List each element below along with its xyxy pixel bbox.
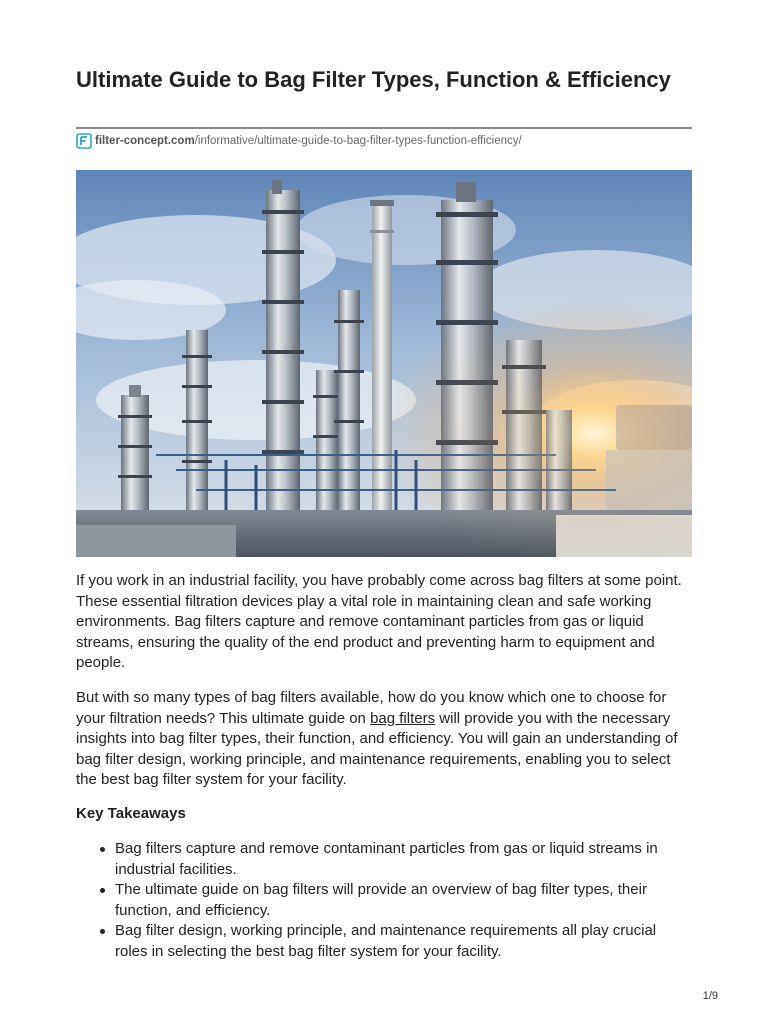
source-domain: filter-concept.com (95, 135, 195, 147)
second-paragraph (76, 688, 692, 791)
refinery-illustration (76, 170, 692, 557)
site-logo-icon (76, 133, 92, 149)
paragraph-text-before-link: But with so many types of bag filters available, how do you know which one to choose for your filtration needs? This ultimate guide on (76, 689, 667, 727)
title-divider (76, 127, 692, 129)
page-number: 1/9 (702, 990, 718, 1002)
hero-image (76, 170, 692, 557)
list-item: Bag filter design, working principle, and maintenance requirements all play crucial roles in selecting the best bag filter system for your facility. (115, 921, 692, 962)
bag-filters-link[interactable]: bag filters (370, 709, 436, 727)
list-item: The ultimate guide on bag filters will provide an overview of bag filter types, their function, and efficiency. (115, 880, 692, 921)
source-url[interactable] (76, 132, 522, 150)
source-path: /informative/ultimate-guide-to-bag-filter-types-function-efficiency/ (194, 135, 522, 147)
page-title: Ultimate Guide to Bag Filter Types, Function & Efficiency (76, 67, 671, 92)
intro-paragraph: If you work in an industrial facility, you have probably come across bag filters at some point. These essential filtration devices play a vital role in maintaining clean and safe working environments. Bag filters capture and remove contaminant particles from gas or liquid streams, ensuring the quality of the end product and preventing harm to equipment and people. (76, 572, 682, 671)
paragraph-text-after-link: will provide you with the necessary insights into bag filter types, their function, and efficiency. You will gain an understanding of bag filter design, working principle, and maintenance requirements, enabling you to select the best bag filter system for your facility. (76, 709, 678, 788)
list-item: Bag filters capture and remove contaminant particles from gas or liquid streams in industrial facilities. (115, 839, 692, 880)
key-takeaways-heading: Key Takeaways (76, 805, 186, 822)
key-takeaways-list (76, 839, 692, 962)
